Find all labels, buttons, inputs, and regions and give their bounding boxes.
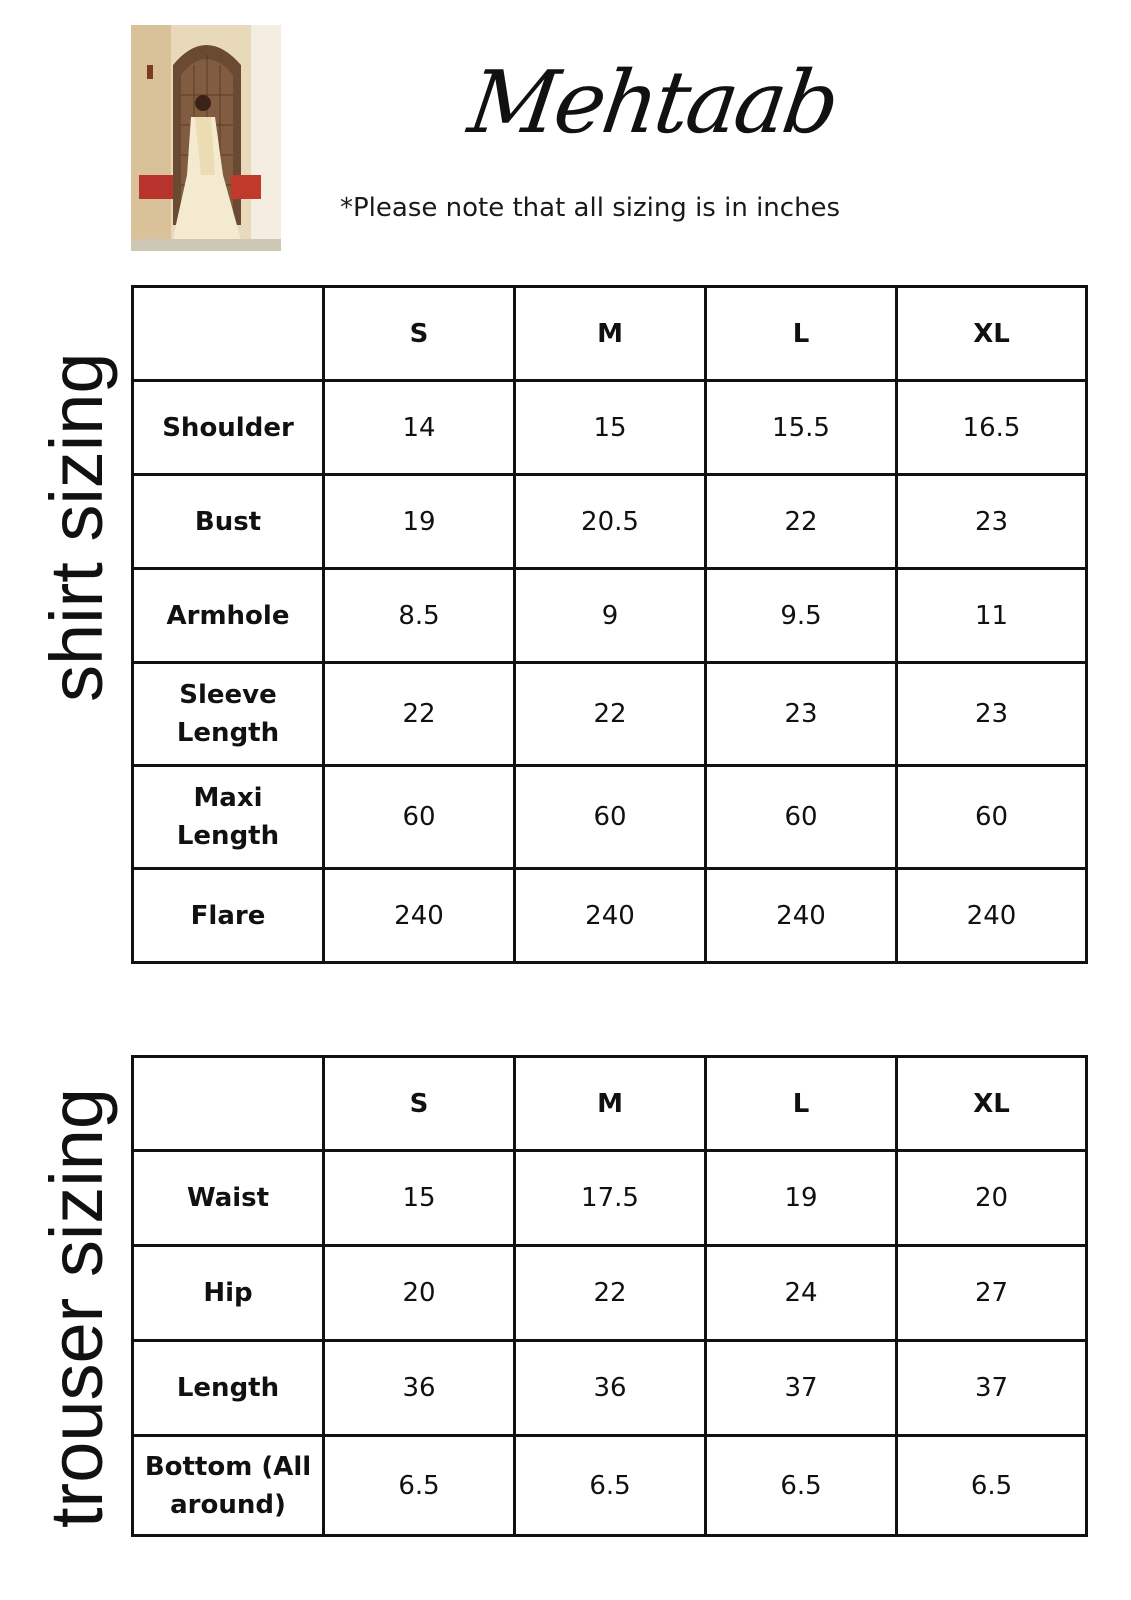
cell-value: 37 xyxy=(706,1341,897,1436)
shirt-size-table xyxy=(131,285,1088,964)
table-row xyxy=(133,663,1087,766)
cell-value: 240 xyxy=(324,869,515,963)
cell-value: 23 xyxy=(897,475,1087,569)
cell-value: 60 xyxy=(515,766,706,869)
cell-value: 22 xyxy=(324,663,515,766)
cell-value: 60 xyxy=(324,766,515,869)
table-header-row xyxy=(133,287,1087,381)
cell-value: 36 xyxy=(324,1341,515,1436)
cell-value: 6.5 xyxy=(897,1436,1087,1536)
cell-value: 15 xyxy=(515,381,706,475)
cell-value: 14 xyxy=(324,381,515,475)
cell-value: 240 xyxy=(706,869,897,963)
cell-value: 6.5 xyxy=(706,1436,897,1536)
header-size: L xyxy=(706,1057,897,1151)
cell-value: 20 xyxy=(897,1151,1087,1246)
table-row xyxy=(133,1436,1087,1536)
row-label: Length xyxy=(133,1341,324,1436)
header-size: XL xyxy=(897,287,1087,381)
cell-value: 60 xyxy=(897,766,1087,869)
table-row xyxy=(133,1246,1087,1341)
cell-value: 22 xyxy=(515,1246,706,1341)
shirt-sizing-label: shirt sizing xyxy=(35,352,118,703)
row-label: Hip xyxy=(133,1246,324,1341)
cell-value: 9 xyxy=(515,569,706,663)
header-blank xyxy=(133,1057,324,1151)
cell-value: 6.5 xyxy=(324,1436,515,1536)
cell-value: 37 xyxy=(897,1341,1087,1436)
cell-value: 11 xyxy=(897,569,1087,663)
cell-value: 22 xyxy=(515,663,706,766)
cell-value: 9.5 xyxy=(706,569,897,663)
header-size: XL xyxy=(897,1057,1087,1151)
cell-value: 36 xyxy=(515,1341,706,1436)
cell-value: 20.5 xyxy=(515,475,706,569)
row-label: Flare xyxy=(133,869,324,963)
row-label: Bust xyxy=(133,475,324,569)
cell-value: 8.5 xyxy=(324,569,515,663)
cell-value: 27 xyxy=(897,1246,1087,1341)
table-row xyxy=(133,381,1087,475)
cell-value: 22 xyxy=(706,475,897,569)
table-header-row xyxy=(133,1057,1087,1151)
table-row xyxy=(133,766,1087,869)
table-row xyxy=(133,569,1087,663)
row-label: Maxi Length xyxy=(133,766,324,869)
table-row xyxy=(133,869,1087,963)
row-label: Sleeve Length xyxy=(133,663,324,766)
header-size: L xyxy=(706,287,897,381)
cell-value: 20 xyxy=(324,1246,515,1341)
cell-value: 6.5 xyxy=(515,1436,706,1536)
cell-value: 240 xyxy=(897,869,1087,963)
header-size: M xyxy=(515,1057,706,1151)
cell-value: 24 xyxy=(706,1246,897,1341)
cell-value: 16.5 xyxy=(897,381,1087,475)
table-row xyxy=(133,475,1087,569)
header-size: S xyxy=(324,1057,515,1151)
row-label: Shoulder xyxy=(133,381,324,475)
trouser-size-table xyxy=(131,1055,1088,1537)
table-row xyxy=(133,1341,1087,1436)
cell-value: 60 xyxy=(706,766,897,869)
sizing-note: *Please note that all sizing is in inches xyxy=(340,193,841,223)
header-size: M xyxy=(515,287,706,381)
cell-value: 23 xyxy=(897,663,1087,766)
row-label: Waist xyxy=(133,1151,324,1246)
cell-value: 15 xyxy=(324,1151,515,1246)
header-size: S xyxy=(324,287,515,381)
row-label: Armhole xyxy=(133,569,324,663)
brand-logo: Mehtaab xyxy=(462,53,843,153)
cell-value: 17.5 xyxy=(515,1151,706,1246)
table-row xyxy=(133,1151,1087,1246)
cell-value: 19 xyxy=(706,1151,897,1246)
model-photo-illustration xyxy=(131,25,281,251)
cell-value: 15.5 xyxy=(706,381,897,475)
header-blank xyxy=(133,287,324,381)
cell-value: 19 xyxy=(324,475,515,569)
row-label: Bottom (All around) xyxy=(133,1436,324,1536)
cell-value: 23 xyxy=(706,663,897,766)
cell-value: 240 xyxy=(515,869,706,963)
product-photo xyxy=(131,25,281,251)
trouser-sizing-label: trouser sizing xyxy=(35,1087,118,1528)
